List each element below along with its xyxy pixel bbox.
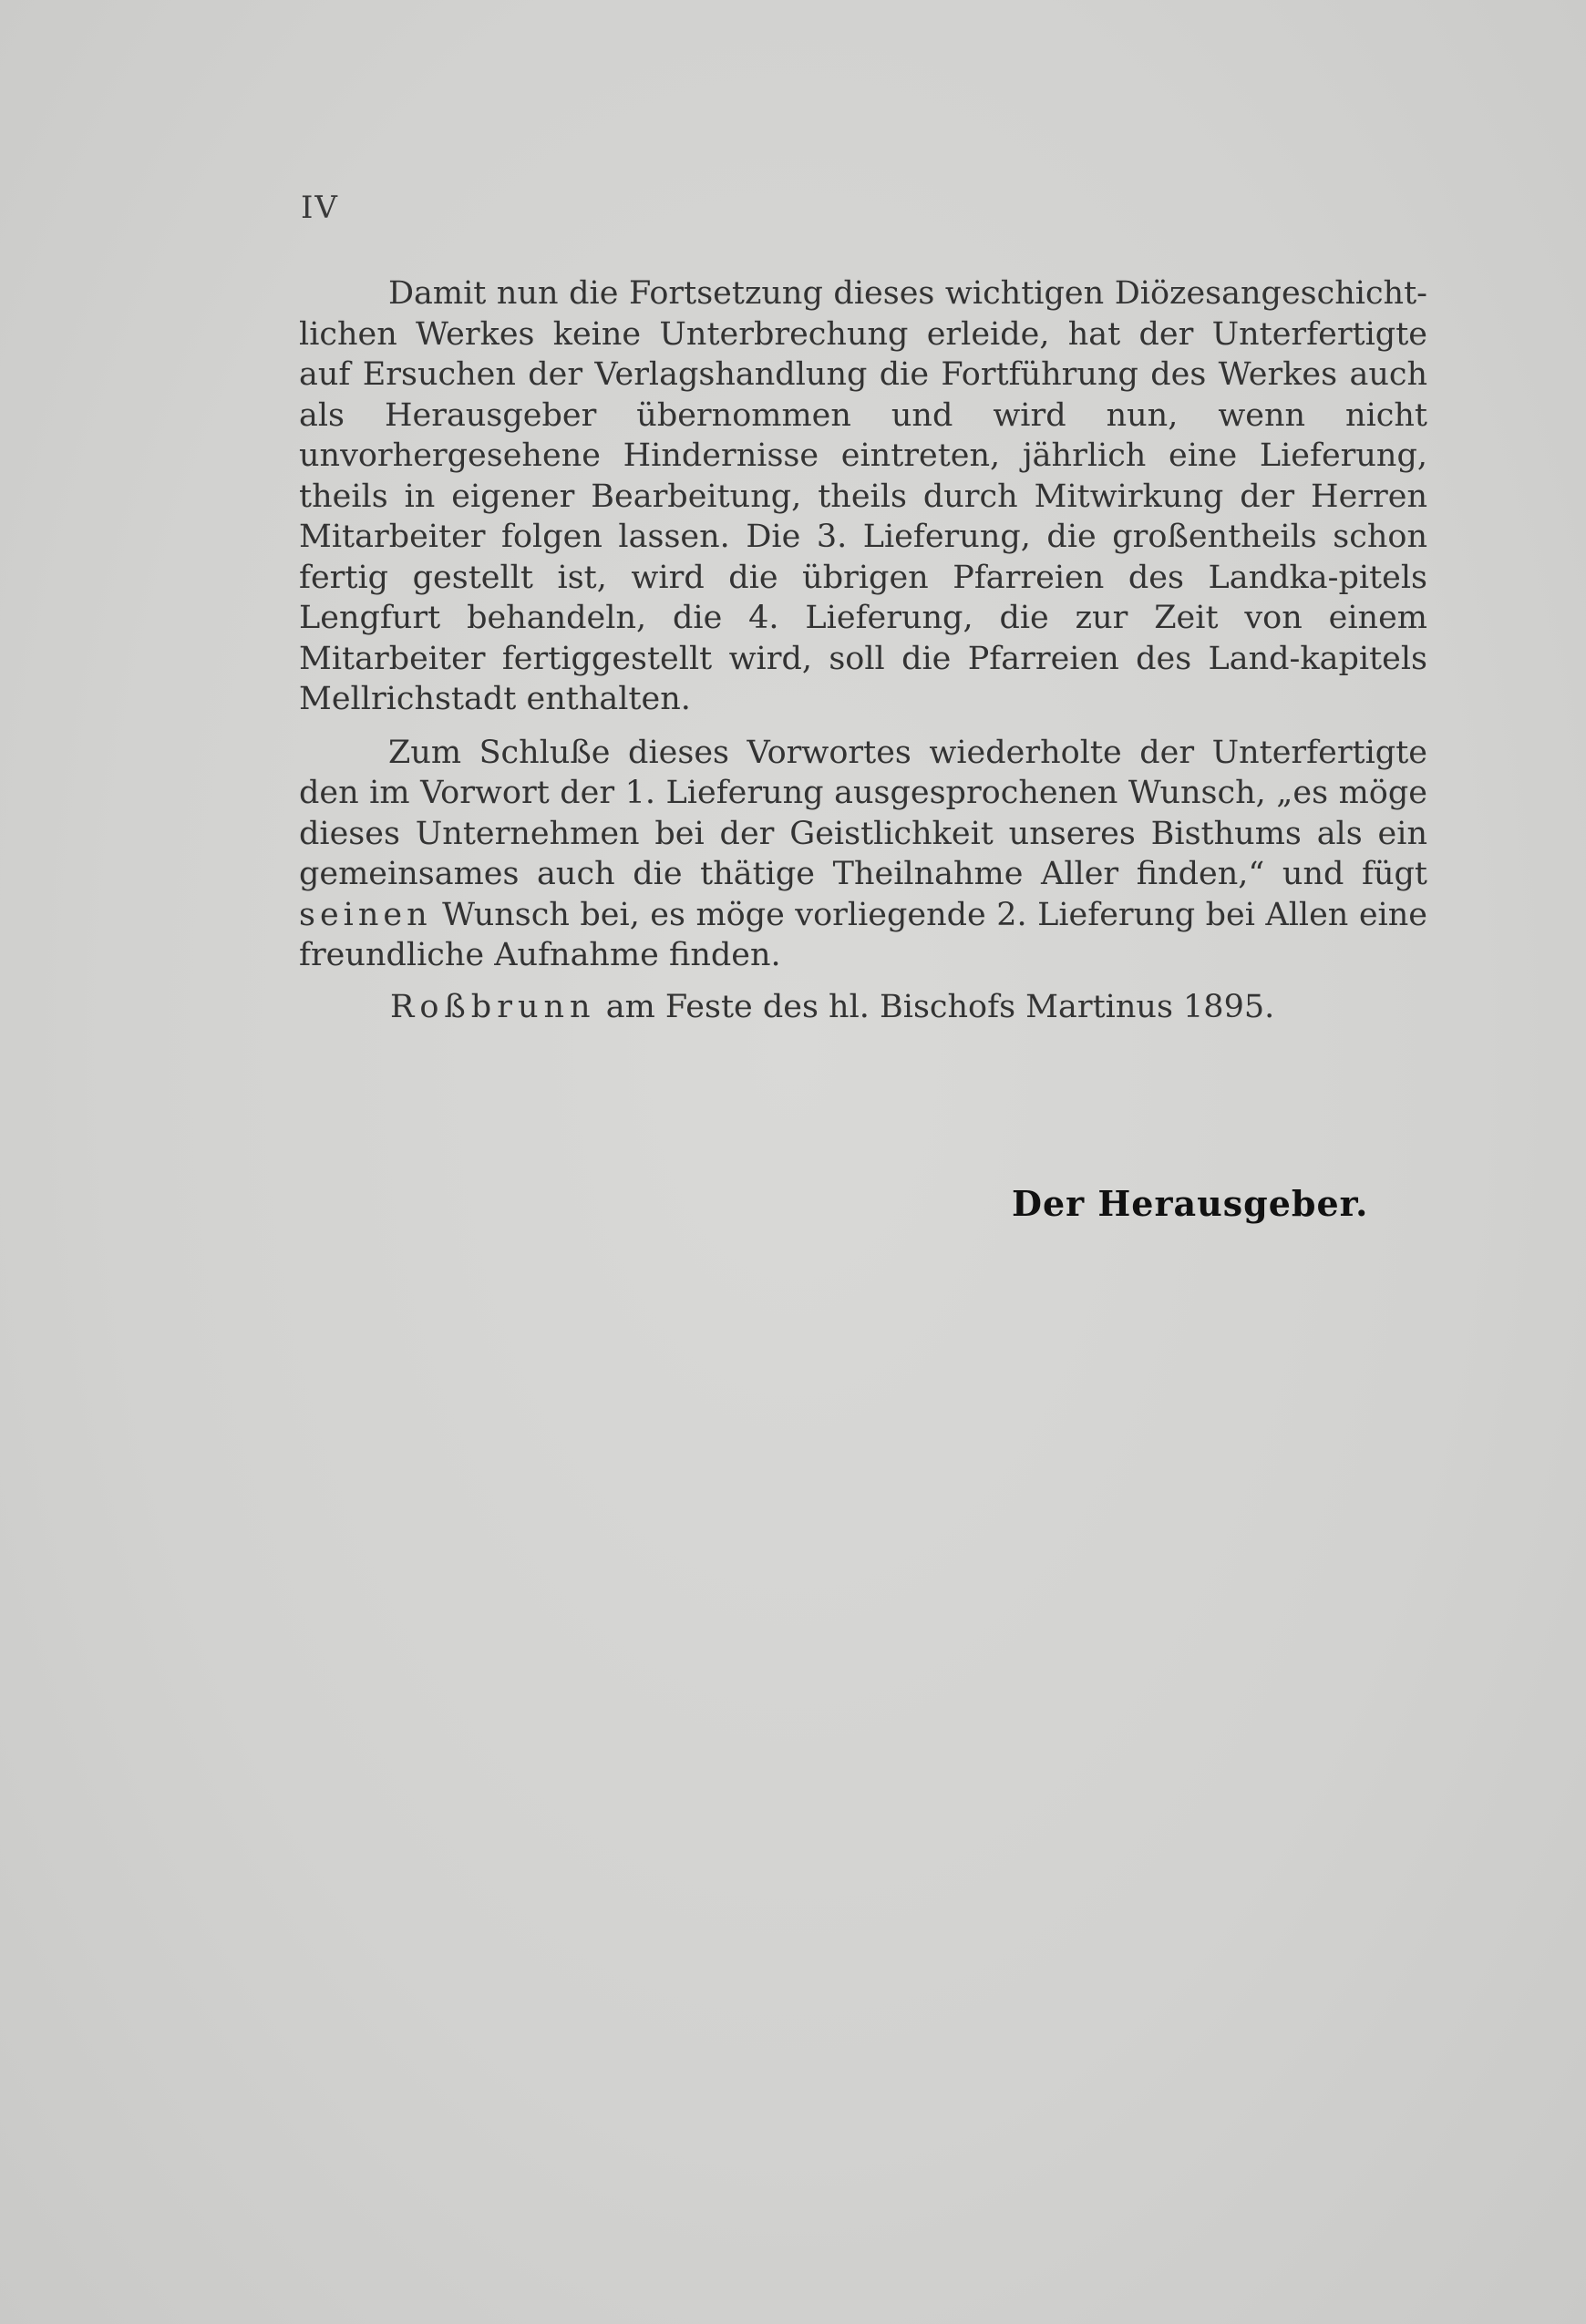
- paragraph-closing-after: Wunsch bei, es möge vorliegende 2. Lieferung bei Allen eine freundliche Aufnahme finden.: [299, 896, 1427, 973]
- paragraph-continuation: Damit nun die Fortsetzung dieses wichtigen Diözesangeschicht-lichen Werkes keine Unterbrechung erleide, hat der Unterfertigte auf Ersuchen der Verlagshandlung die Fortführung des Werkes auch als Herausgeber übernommen und wird nun, wenn nicht unvorhergesehene Hindernisse eintreten, jährlich eine Lieferung, theils in eigener Bearbeitung, theils durch Mitwirkung der Herren Mitarbeiter folgen lassen. Die 3. Lieferung, die großentheils schon fertig gestellt ist, wird die übrigen Pfarreien des Landka-pitels Lengfurt behandeln, die 4. Lieferung, die zur Zeit von einem Mitarbeiter fertiggestellt wird, soll die Pfarreien des Land-kapitels Mellrichstadt enthalten.: [299, 275, 1427, 717]
- place-date-line: [390, 989, 1274, 1025]
- preface-text: [299, 273, 1427, 976]
- paragraph-closing-before: Zum Schluße dieses Vorwortes wiederholte der Unterfertigte den im Vorwort der 1. Lieferung ausgesprochenen Wunsch, „es möge dieses Unternehmen bei der Geistlichkeit unseres Bisthums als ein gemeinsames auch die thätige Theilnahme Aller finden,“ und fügt: [299, 734, 1427, 892]
- spaced-word: seinen: [299, 896, 432, 933]
- paragraph-closing: [299, 733, 1427, 976]
- page-number: IV: [301, 190, 339, 226]
- signoff-date: am Feste des hl. Bischofs Martinus 1895.: [605, 989, 1275, 1025]
- editor-signature: Der Herausgeber.: [1012, 1183, 1369, 1224]
- signoff-place: Roßbrunn: [390, 989, 596, 1025]
